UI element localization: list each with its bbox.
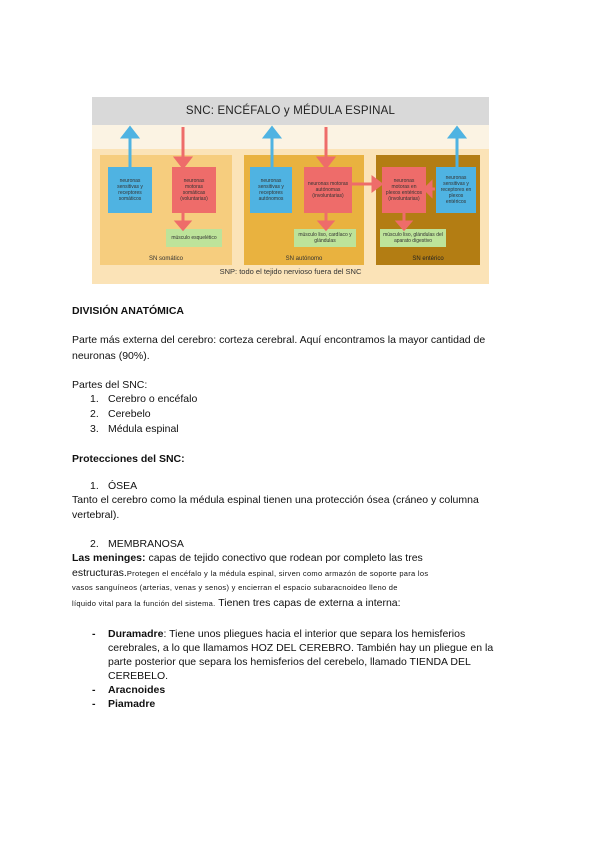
layer-duramadre-term: Duramadre — [108, 628, 164, 640]
meninges-line2-a: estructuras. — [72, 567, 127, 579]
osea-line2: vertebral). — [72, 509, 120, 521]
heading-protecciones: Protecciones del SNC: — [72, 453, 185, 465]
meninges-line4 — [72, 596, 401, 611]
layer-duramadre-line1 — [108, 627, 526, 641]
enteric-effector-box: músculo liso, glándulas del aparato digestivo — [380, 229, 446, 247]
autonomic-motor-box: neuronas motoras autónomas (involuntarias) — [304, 167, 352, 213]
paragraph-corteza-line2: neuronas (90%). — [72, 350, 150, 362]
osea-number: 1. — [90, 480, 99, 492]
layer-bullet-1: - — [92, 628, 96, 640]
meninges-line3: vasos sanguíneos (arterias, venas y senos) y encierran el espacio subaracnoideo lleno de — [72, 583, 398, 592]
parts-item-3: Médula espinal — [108, 423, 179, 435]
snc-bar: SNC: ENCÉFALO y MÉDULA ESPINAL — [92, 97, 489, 125]
layer-duramadre-text1: : Tiene unos pliegues hacia el interior que separa los hemisferios — [163, 628, 466, 640]
layer-duramadre-line3: parte posterior que separa los hemisferios del cerebelo, llamado TIENDA DEL — [108, 656, 471, 668]
layer-aracnoides: Aracnoides — [108, 684, 166, 696]
parts-num-2: 2. — [90, 408, 99, 420]
autonomic-panel — [244, 155, 364, 265]
meninges-line2-b: Protegen el encéfalo y la médula espinal, sirven como armazón de soporte para los — [126, 569, 429, 578]
meninges-line2 — [72, 566, 532, 581]
autonomic-effector-box: músculo liso, cardíaco y glándulas — [294, 229, 356, 247]
membranosa-number: 2. — [90, 538, 99, 550]
osea-title: ÓSEA — [108, 480, 138, 492]
somatic-effector-box: músculo esquelético — [166, 229, 222, 247]
heading-division-anatomica: DIVISIÓN ANATÓMICA — [72, 305, 184, 317]
enteric-motor-box: neuronas motoras en plexos entéricos (involuntarias) — [382, 167, 426, 213]
meninges-term: Las meninges: — [72, 552, 146, 564]
enteric-panel — [376, 155, 480, 265]
somatic-sensory-box: neuronas sensitivas y receptores somáticos — [108, 167, 152, 213]
snp-label: SNP: todo el tejido nervioso fuera del SNC — [219, 267, 362, 276]
parts-title: Partes del SNC: — [72, 379, 148, 391]
autonomic-label: SN autónomo — [285, 256, 323, 262]
layer-bullet-2: - — [92, 684, 96, 696]
parts-num-3: 3. — [90, 423, 99, 435]
enteric-label: SN entérico — [412, 256, 444, 262]
meninges-line1-rest: capas de tejido conectivo que rodean por completo las tres — [145, 552, 423, 564]
enteric-sensory-box: neuronas sensitivas y receptores en plexos entéricos — [436, 167, 476, 213]
parts-item-2: Cerebelo — [108, 408, 151, 420]
paragraph-corteza-line1: Parte más externa del cerebro: corteza cerebral. Aquí encontramos la mayor cantidad de — [72, 334, 486, 346]
somatic-label: SN somático — [148, 256, 183, 262]
nervous-system-diagram — [92, 97, 489, 284]
somatic-panel — [100, 155, 232, 265]
osea-line1: Tanto el cerebro como la médula espinal tienen una protección ósea (cráneo y columna — [72, 494, 479, 506]
parts-num-1: 1. — [90, 393, 99, 405]
meninges-line4-a: líquido vital para la función del sistema. — [72, 599, 216, 608]
layer-duramadre-line2: cerebrales, a lo que llamamos HOZ DEL CEREBRO. También hay un pliegue en la — [108, 642, 494, 654]
meninges-line1 — [72, 551, 526, 565]
layer-piamadre: Piamadre — [108, 698, 156, 710]
somatic-motor-box: neuronas motoras somáticas (voluntarias) — [172, 167, 216, 213]
parts-item-1: Cerebro o encéfalo — [108, 393, 198, 405]
layer-duramadre-line4: CEREBELO. — [108, 670, 169, 682]
autonomic-sensory-box: neuronas sensitivas y receptores autónomos — [250, 167, 292, 213]
membranosa-title: MEMBRANOSA — [108, 538, 184, 550]
meninges-line4-b: Tienen tres capas de externa a interna: — [215, 597, 401, 609]
layer-bullet-3: - — [92, 698, 96, 710]
